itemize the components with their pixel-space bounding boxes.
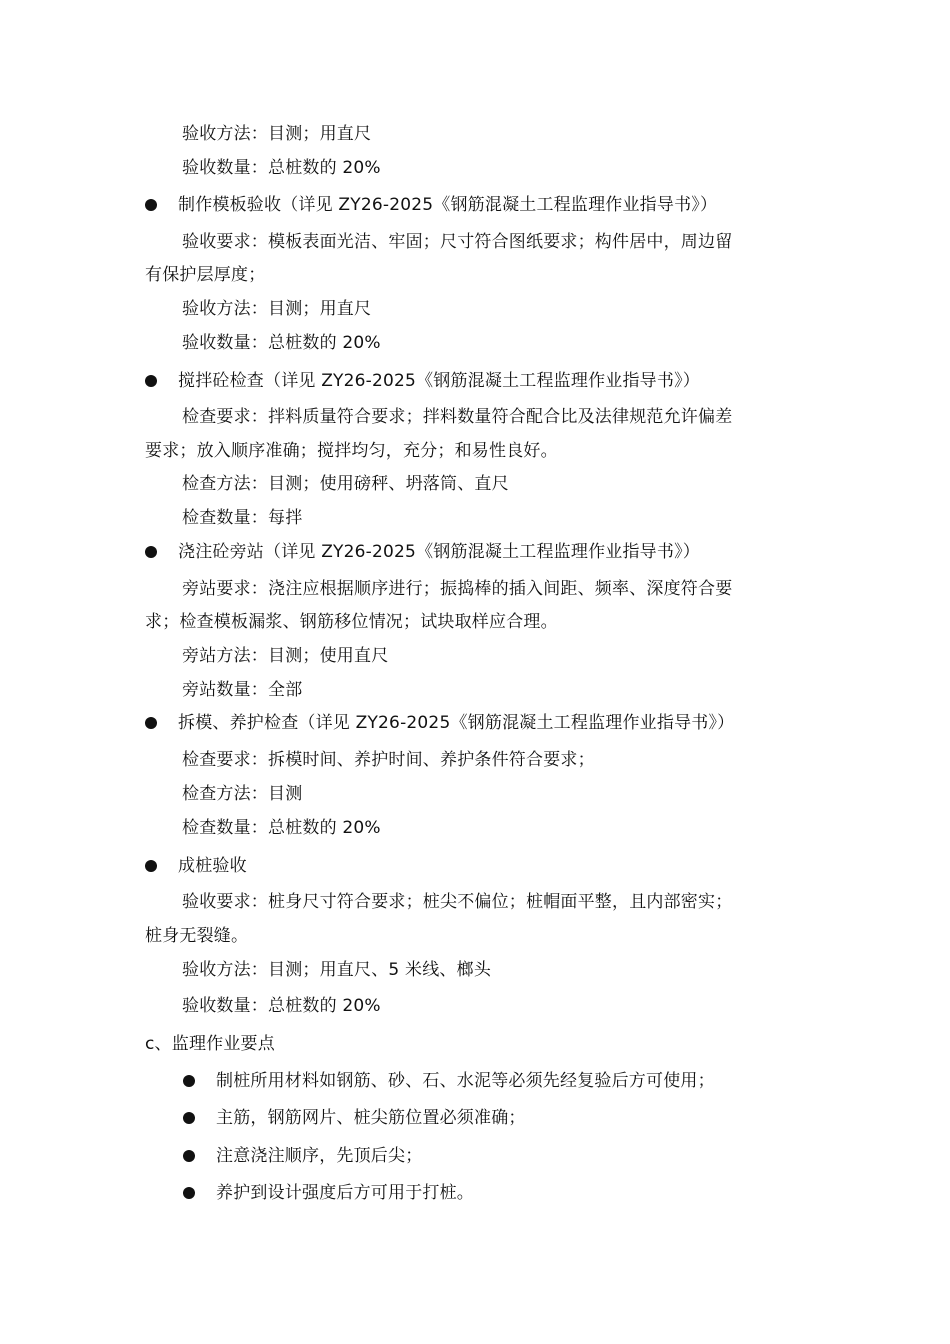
text-line: 要求；放入顺序准确；搅拌均匀，充分；和易性良好。 xyxy=(145,441,558,461)
bullet-icon xyxy=(145,199,157,211)
text-line: 验收数量：总桩数的 20% xyxy=(182,158,381,178)
text-line: 旁站要求：浇注应根据顺序进行；振捣棒的插入间距、频率、深度符合要 xyxy=(182,579,733,599)
bullet-icon xyxy=(183,1187,195,1199)
bullet-icon xyxy=(183,1150,195,1162)
text-line: 验收方法：目测；用直尺、5 米线、榔头 xyxy=(182,960,492,980)
list-item: 主筋，钢筋网片、桩尖筋位置必须准确； xyxy=(216,1108,526,1128)
bullet-icon xyxy=(183,1075,195,1087)
text-line: 检查数量：总桩数的 20% xyxy=(182,818,381,838)
list-item-heading: 拆模、养护检查（详见 ZY26-2025《钢筋混凝土工程监理作业指导书》） xyxy=(178,713,735,733)
list-item-heading: 制作模板验收（详见 ZY26-2025《钢筋混凝土工程监理作业指导书》） xyxy=(178,195,718,215)
text-line: 检查数量：每拌 xyxy=(182,508,303,528)
section-heading: c、监理作业要点 xyxy=(145,1034,275,1054)
text-line: 验收要求：模板表面光洁、牢固；尺寸符合图纸要求；构件居中，周边留 xyxy=(182,232,733,252)
text-line: 验收要求：桩身尺寸符合要求；桩尖不偏位；桩帽面平整，且内部密实； xyxy=(182,892,733,912)
bullet-icon xyxy=(145,546,157,558)
text-line: 检查要求：拌料质量符合要求；拌料数量符合配合比及法律规范允许偏差 xyxy=(182,407,733,427)
text-line: 验收方法：目测；用直尺 xyxy=(182,124,372,144)
list-item: 注意浇注顺序，先顶后尖； xyxy=(216,1146,423,1166)
list-item-heading: 搅拌砼检查（详见 ZY26-2025《钢筋混凝土工程监理作业指导书》） xyxy=(178,371,700,391)
text-line: 桩身无裂缝。 xyxy=(145,926,249,946)
list-item: 养护到设计强度后方可用于打桩。 xyxy=(216,1183,474,1203)
bullet-icon xyxy=(145,375,157,387)
text-line: 验收方法：目测；用直尺 xyxy=(182,299,372,319)
list-item-heading: 成桩验收 xyxy=(178,856,247,876)
text-line: 有保护层厚度； xyxy=(145,265,266,285)
bullet-icon xyxy=(145,860,157,872)
text-line: 验收数量：总桩数的 20% xyxy=(182,333,381,353)
bullet-icon xyxy=(145,717,157,729)
list-item: 制桩所用材料如钢筋、砂、石、水泥等必须先经复验后方可使用； xyxy=(216,1071,715,1091)
list-item-heading: 浇注砼旁站（详见 ZY26-2025《钢筋混凝土工程监理作业指导书》） xyxy=(178,542,700,562)
text-line: 旁站方法：目测；使用直尺 xyxy=(182,646,389,666)
text-line: 旁站数量：全部 xyxy=(182,680,303,700)
text-line: 验收数量：总桩数的 20% xyxy=(182,996,381,1016)
bullet-icon xyxy=(183,1112,195,1124)
text-line: 求；检查模板漏浆、钢筋移位情况；试块取样应合理。 xyxy=(145,612,558,632)
text-line: 检查方法：目测 xyxy=(182,784,303,804)
text-line: 检查方法：目测；使用磅秤、坍落筒、直尺 xyxy=(182,474,509,494)
text-line: 检查要求：拆模时间、养护时间、养护条件符合要求； xyxy=(182,750,595,770)
